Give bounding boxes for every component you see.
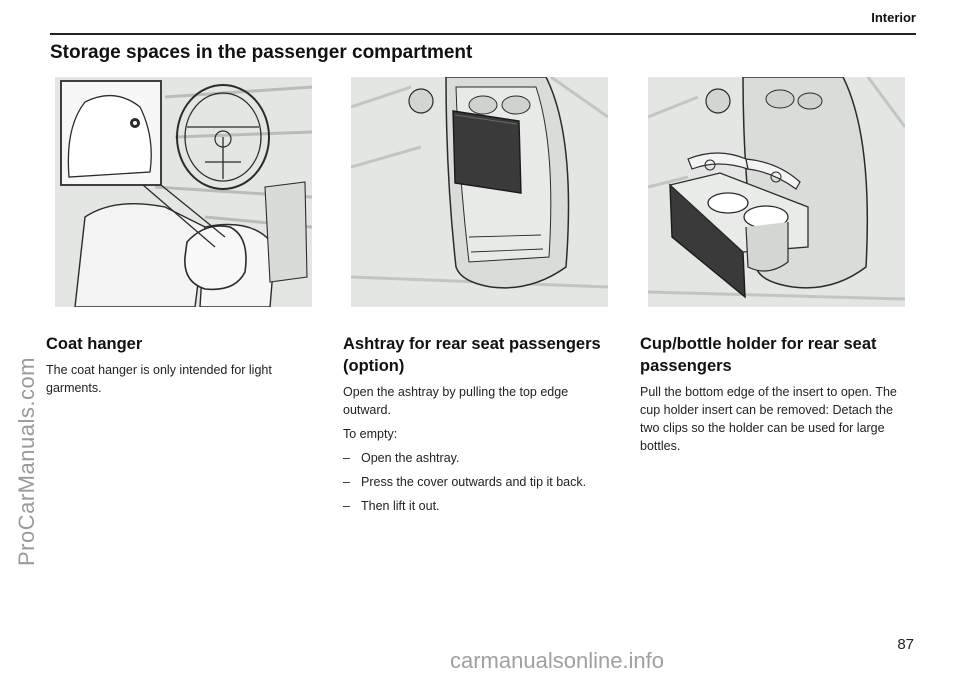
list-item-text: Then lift it out. xyxy=(361,499,440,513)
watermark-left: ProCarManuals.com xyxy=(14,356,39,566)
list-item xyxy=(343,473,605,491)
ashtray-text-open: Open the ashtray by pulling the top edge outward. xyxy=(343,385,569,417)
ashtray-illustration xyxy=(351,77,608,307)
cup-holder-section xyxy=(640,333,902,461)
coat-hanger-section xyxy=(46,333,308,403)
coat-hanger-illustration xyxy=(55,77,312,307)
list-item xyxy=(343,449,605,467)
watermark-bottom: carmanualsonline.info xyxy=(450,648,665,673)
cup-holder-title: Cup/bottle holder for rear seat passengers xyxy=(640,335,877,375)
ashtray-steps xyxy=(343,449,605,515)
coat-hanger-text: The coat hanger is only intended for light garments. xyxy=(46,363,272,395)
ashtray-section xyxy=(343,333,605,521)
ashtray-title: Ashtray for rear seat passengers (option) xyxy=(343,335,601,375)
cup-holder-illustration xyxy=(648,77,905,307)
list-item-text: Press the cover outwards and tip it back. xyxy=(361,475,587,489)
list-item xyxy=(343,497,605,515)
list-item-text: Open the ashtray. xyxy=(361,451,460,465)
page-number: 87 xyxy=(897,636,914,653)
list-dash: – xyxy=(343,499,350,513)
section-title: Interior xyxy=(871,10,916,25)
cup-holder-text: Pull the bottom edge of the insert to open. The cup holder insert can be removed: Detach the two clips so the holder can be used for large bottles. xyxy=(640,385,897,453)
coat-hanger-title: Coat hanger xyxy=(46,335,143,353)
list-dash: – xyxy=(343,451,350,465)
page-heading: Storage spaces in the passenger compartment xyxy=(50,42,473,63)
list-dash: – xyxy=(343,475,350,489)
ashtray-text-empty: To empty: xyxy=(343,427,398,441)
header-rule xyxy=(50,33,916,35)
